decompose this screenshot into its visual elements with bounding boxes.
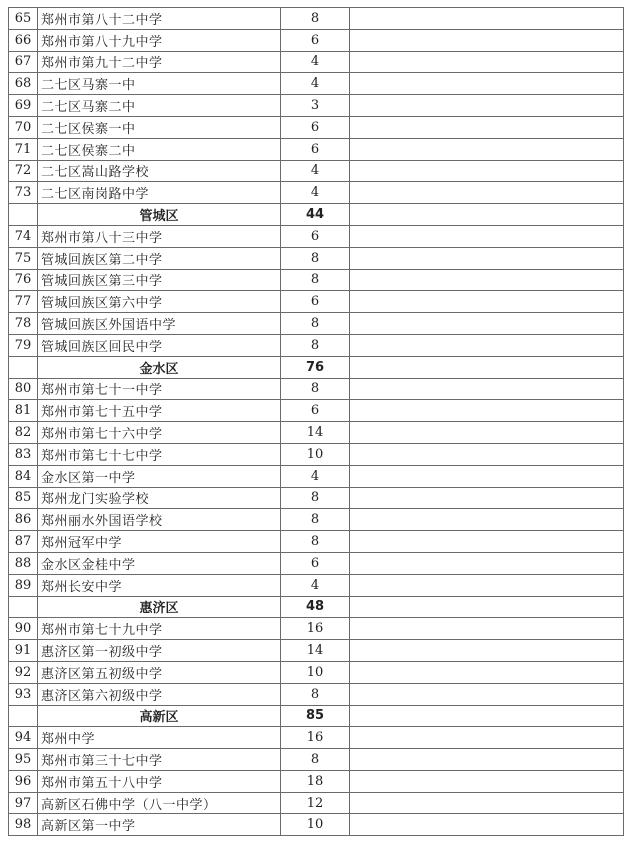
table-row xyxy=(9,640,624,662)
remark-cell xyxy=(350,182,624,204)
table-row xyxy=(9,531,624,553)
remark-cell xyxy=(350,640,624,662)
school-name: 管城回族区外国语中学 xyxy=(38,313,281,335)
row-number: 72 xyxy=(9,160,38,182)
district-group-row xyxy=(9,705,624,727)
remark-cell xyxy=(350,705,624,727)
row-number: 90 xyxy=(9,618,38,640)
table-row xyxy=(9,618,624,640)
school-name: 郑州市第九十二中学 xyxy=(38,51,281,73)
table-row xyxy=(9,378,624,400)
row-number: 85 xyxy=(9,487,38,509)
quota-count: 8 xyxy=(281,487,350,509)
district-total: 85 xyxy=(281,705,350,727)
remark-cell xyxy=(350,770,624,792)
remark-cell xyxy=(350,138,624,160)
table-row xyxy=(9,574,624,596)
table-row xyxy=(9,792,624,814)
remark-cell xyxy=(350,814,624,836)
row-number: 65 xyxy=(9,8,38,30)
table-row xyxy=(9,51,624,73)
quota-count: 10 xyxy=(281,661,350,683)
quota-count: 4 xyxy=(281,73,350,95)
school-name: 惠济区第五初级中学 xyxy=(38,661,281,683)
table-row xyxy=(9,661,624,683)
school-name: 二七区马寨二中 xyxy=(38,95,281,117)
remark-cell xyxy=(350,683,624,705)
remark-cell xyxy=(350,749,624,771)
row-number: 91 xyxy=(9,640,38,662)
school-name: 管城回族区第三中学 xyxy=(38,269,281,291)
quota-count: 14 xyxy=(281,640,350,662)
remark-cell xyxy=(350,160,624,182)
quota-count: 4 xyxy=(281,574,350,596)
row-number: 88 xyxy=(9,552,38,574)
remark-cell xyxy=(350,465,624,487)
group-empty-cell xyxy=(9,356,38,378)
row-number: 81 xyxy=(9,400,38,422)
row-number: 87 xyxy=(9,531,38,553)
table-row xyxy=(9,749,624,771)
row-number: 84 xyxy=(9,465,38,487)
district-name: 惠济区 xyxy=(38,596,281,618)
row-number: 96 xyxy=(9,770,38,792)
quota-count: 6 xyxy=(281,225,350,247)
table-row xyxy=(9,116,624,138)
school-name: 管城回族区第二中学 xyxy=(38,247,281,269)
row-number: 79 xyxy=(9,334,38,356)
table-row xyxy=(9,487,624,509)
quota-count: 8 xyxy=(281,531,350,553)
school-name: 郑州市第八十二中学 xyxy=(38,8,281,30)
school-name: 郑州市第七十七中学 xyxy=(38,443,281,465)
school-quota-table xyxy=(8,7,624,836)
district-name: 金水区 xyxy=(38,356,281,378)
table-row xyxy=(9,552,624,574)
row-number: 74 xyxy=(9,225,38,247)
school-name: 高新区石佛中学（八一中学） xyxy=(38,792,281,814)
quota-count: 16 xyxy=(281,727,350,749)
row-number: 83 xyxy=(9,443,38,465)
quota-count: 6 xyxy=(281,291,350,313)
row-number: 80 xyxy=(9,378,38,400)
group-empty-cell xyxy=(9,596,38,618)
remark-cell xyxy=(350,422,624,444)
quota-count: 10 xyxy=(281,814,350,836)
remark-cell xyxy=(350,531,624,553)
row-number: 71 xyxy=(9,138,38,160)
row-number: 89 xyxy=(9,574,38,596)
row-number: 76 xyxy=(9,269,38,291)
remark-cell xyxy=(350,269,624,291)
row-number: 70 xyxy=(9,116,38,138)
quota-count: 6 xyxy=(281,116,350,138)
table-row xyxy=(9,138,624,160)
quota-count: 4 xyxy=(281,51,350,73)
quota-count: 6 xyxy=(281,29,350,51)
table-row xyxy=(9,291,624,313)
school-name: 管城回族区回民中学 xyxy=(38,334,281,356)
row-number: 69 xyxy=(9,95,38,117)
school-name: 郑州市第五十八中学 xyxy=(38,770,281,792)
district-total: 76 xyxy=(281,356,350,378)
table-row xyxy=(9,269,624,291)
row-number: 95 xyxy=(9,749,38,771)
school-name: 郑州长安中学 xyxy=(38,574,281,596)
school-name: 郑州市第七十一中学 xyxy=(38,378,281,400)
remark-cell xyxy=(350,313,624,335)
table-row xyxy=(9,160,624,182)
table-row xyxy=(9,443,624,465)
table-row xyxy=(9,683,624,705)
quota-count: 8 xyxy=(281,683,350,705)
quota-count: 4 xyxy=(281,182,350,204)
group-empty-cell xyxy=(9,705,38,727)
table-row xyxy=(9,225,624,247)
quota-count: 8 xyxy=(281,509,350,531)
row-number: 92 xyxy=(9,661,38,683)
row-number: 75 xyxy=(9,247,38,269)
quota-count: 3 xyxy=(281,95,350,117)
quota-count: 12 xyxy=(281,792,350,814)
row-number: 98 xyxy=(9,814,38,836)
remark-cell xyxy=(350,29,624,51)
row-number: 86 xyxy=(9,509,38,531)
table-row xyxy=(9,95,624,117)
table-row xyxy=(9,73,624,95)
table-row xyxy=(9,334,624,356)
district-total: 48 xyxy=(281,596,350,618)
remark-cell xyxy=(350,247,624,269)
school-name: 二七区侯寨一中 xyxy=(38,116,281,138)
remark-cell xyxy=(350,443,624,465)
table-row xyxy=(9,8,624,30)
table-body xyxy=(9,8,624,836)
school-name: 郑州市第七十六中学 xyxy=(38,422,281,444)
district-name: 管城区 xyxy=(38,204,281,226)
quota-count: 4 xyxy=(281,160,350,182)
remark-cell xyxy=(350,792,624,814)
district-name: 高新区 xyxy=(38,705,281,727)
school-name: 郑州市第八十三中学 xyxy=(38,225,281,247)
quota-count: 8 xyxy=(281,269,350,291)
remark-cell xyxy=(350,356,624,378)
school-name: 二七区马寨一中 xyxy=(38,73,281,95)
remark-cell xyxy=(350,204,624,226)
school-name: 金水区第一中学 xyxy=(38,465,281,487)
row-number: 68 xyxy=(9,73,38,95)
quota-count: 16 xyxy=(281,618,350,640)
remark-cell xyxy=(350,596,624,618)
remark-cell xyxy=(350,378,624,400)
quota-count: 8 xyxy=(281,8,350,30)
remark-cell xyxy=(350,509,624,531)
remark-cell xyxy=(350,8,624,30)
row-number: 77 xyxy=(9,291,38,313)
remark-cell xyxy=(350,574,624,596)
table-row xyxy=(9,400,624,422)
remark-cell xyxy=(350,727,624,749)
quota-count: 6 xyxy=(281,138,350,160)
remark-cell xyxy=(350,73,624,95)
remark-cell xyxy=(350,95,624,117)
table-row xyxy=(9,814,624,836)
row-number: 73 xyxy=(9,182,38,204)
school-name: 郑州市第七十九中学 xyxy=(38,618,281,640)
quota-count: 18 xyxy=(281,770,350,792)
school-name: 郑州市第三十七中学 xyxy=(38,749,281,771)
table-row xyxy=(9,422,624,444)
school-name: 二七区侯寨二中 xyxy=(38,138,281,160)
school-name: 惠济区第六初级中学 xyxy=(38,683,281,705)
quota-count: 14 xyxy=(281,422,350,444)
district-group-row xyxy=(9,356,624,378)
school-name: 惠济区第一初级中学 xyxy=(38,640,281,662)
remark-cell xyxy=(350,618,624,640)
school-name: 郑州市第七十五中学 xyxy=(38,400,281,422)
quota-count: 6 xyxy=(281,552,350,574)
district-total: 44 xyxy=(281,204,350,226)
table-row xyxy=(9,182,624,204)
school-name: 管城回族区第六中学 xyxy=(38,291,281,313)
row-number: 66 xyxy=(9,29,38,51)
row-number: 93 xyxy=(9,683,38,705)
district-group-row xyxy=(9,204,624,226)
table-row xyxy=(9,727,624,749)
quota-count: 6 xyxy=(281,400,350,422)
quota-count: 8 xyxy=(281,247,350,269)
school-name: 郑州市第八十九中学 xyxy=(38,29,281,51)
table-row xyxy=(9,29,624,51)
school-name: 郑州丽水外国语学校 xyxy=(38,509,281,531)
remark-cell xyxy=(350,334,624,356)
row-number: 82 xyxy=(9,422,38,444)
remark-cell xyxy=(350,400,624,422)
table-row xyxy=(9,313,624,335)
row-number: 94 xyxy=(9,727,38,749)
quota-count: 8 xyxy=(281,378,350,400)
table-row xyxy=(9,509,624,531)
school-name: 郑州龙门实验学校 xyxy=(38,487,281,509)
remark-cell xyxy=(350,661,624,683)
quota-count: 8 xyxy=(281,313,350,335)
school-name: 高新区第一中学 xyxy=(38,814,281,836)
table-row xyxy=(9,465,624,487)
row-number: 67 xyxy=(9,51,38,73)
row-number: 78 xyxy=(9,313,38,335)
school-name: 二七区南岗路中学 xyxy=(38,182,281,204)
remark-cell xyxy=(350,116,624,138)
row-number: 97 xyxy=(9,792,38,814)
school-name: 郑州冠军中学 xyxy=(38,531,281,553)
school-name: 郑州中学 xyxy=(38,727,281,749)
quota-count: 8 xyxy=(281,334,350,356)
group-empty-cell xyxy=(9,204,38,226)
school-name: 二七区嵩山路学校 xyxy=(38,160,281,182)
remark-cell xyxy=(350,552,624,574)
district-group-row xyxy=(9,596,624,618)
remark-cell xyxy=(350,51,624,73)
remark-cell xyxy=(350,487,624,509)
quota-count: 8 xyxy=(281,749,350,771)
remark-cell xyxy=(350,291,624,313)
table-row xyxy=(9,247,624,269)
quota-count: 4 xyxy=(281,465,350,487)
school-name: 金水区金桂中学 xyxy=(38,552,281,574)
quota-count: 10 xyxy=(281,443,350,465)
table-row xyxy=(9,770,624,792)
remark-cell xyxy=(350,225,624,247)
